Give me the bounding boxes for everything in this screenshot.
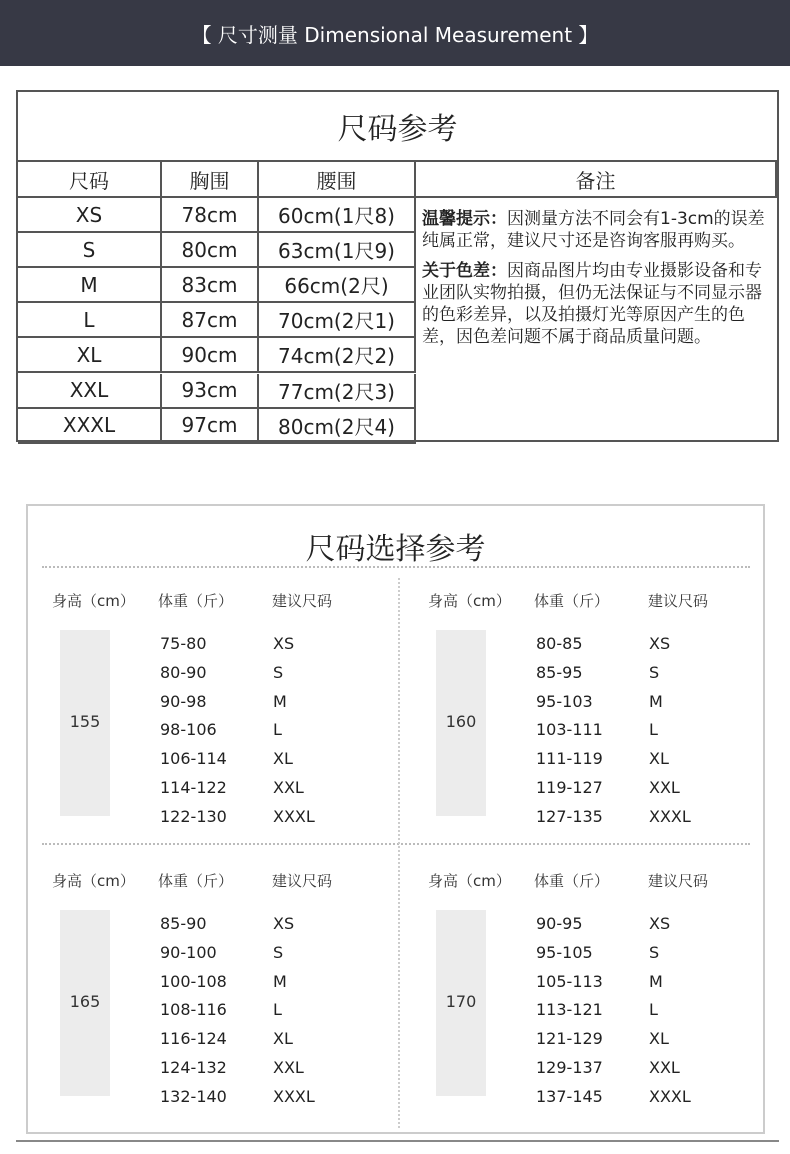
- size-selection-panel: [26, 504, 765, 1134]
- selection-title: 尺码选择参考: [305, 532, 486, 567]
- note-text: 因商品图片均由专业摄影设备和专业团队实物拍摄，但仍无法保证与不同显示器的色彩差异，以及拍摄灯光等原因产生的色差，因色差问题不属于商品质量问题。: [422, 261, 762, 347]
- table-cell: 80cm: [162, 233, 259, 268]
- section-header: [0, 0, 790, 66]
- size-reference-table: [16, 90, 779, 442]
- suggested-size: S: [273, 662, 284, 682]
- notes-cell: [416, 198, 777, 442]
- divider: [16, 1140, 779, 1142]
- weight-range: 111-119: [536, 749, 603, 769]
- table-cell: 80cm(2尺4): [259, 409, 416, 444]
- group-header: 建议尺码: [272, 872, 333, 890]
- divider: [398, 578, 400, 1128]
- weight-range: 116-124: [160, 1029, 227, 1049]
- table-cell: XL: [18, 338, 162, 373]
- weight-range: 113-121: [536, 1000, 603, 1020]
- height-value: 170: [445, 992, 477, 1011]
- suggested-size: XXL: [649, 1058, 680, 1077]
- weight-range: 75-80: [160, 634, 207, 653]
- height-group-155: [28, 590, 388, 860]
- weight-range: 80-90: [160, 662, 207, 682]
- suggested-size: XL: [273, 1029, 293, 1049]
- suggested-size: S: [649, 942, 660, 962]
- suggested-size: XXXL: [273, 806, 315, 826]
- weight-range: 90-95: [536, 914, 583, 933]
- group-header: 身高（cm）: [52, 592, 135, 610]
- weight-range: 119-127: [536, 778, 603, 797]
- table-cell: XXXL: [18, 409, 162, 444]
- group-header: 建议尺码: [648, 592, 709, 610]
- suggested-size: L: [273, 720, 282, 740]
- group-header: 身高（cm）: [428, 872, 511, 890]
- table-cell: XS: [18, 198, 162, 233]
- suggested-size: XS: [273, 914, 295, 933]
- divider: [42, 566, 750, 568]
- weight-range: 103-111: [536, 720, 603, 740]
- note-label: 关于色差：: [422, 261, 507, 281]
- weight-range: 124-132: [160, 1058, 227, 1077]
- note-text: 因测量方法不同会有1-3cm的误差纯属正常，建议尺寸还是咨询客服再购买。: [422, 209, 765, 251]
- height-value: 155: [69, 712, 101, 731]
- suggested-size: M: [649, 691, 663, 711]
- suggested-size: XL: [649, 749, 669, 769]
- suggested-size: XS: [649, 634, 671, 653]
- height-group-170: [404, 870, 764, 1140]
- suggested-size: S: [273, 942, 284, 962]
- height-group-160: [404, 590, 764, 860]
- suggested-size: XL: [649, 1029, 669, 1049]
- table-cell: 93cm: [162, 374, 259, 409]
- table-cell: 60cm(1尺8): [259, 198, 416, 233]
- table-cell: XXL: [18, 374, 162, 409]
- note-color: [422, 260, 771, 348]
- table-cell: 97cm: [162, 409, 259, 444]
- suggested-size: XXL: [273, 778, 304, 797]
- table-cell: 63cm(1尺9): [259, 233, 416, 268]
- note-tip: [422, 208, 771, 252]
- table-cell: 74cm(2尺2): [259, 338, 416, 373]
- weight-range: 95-103: [536, 691, 593, 711]
- table-cell: 70cm(2尺1): [259, 303, 416, 338]
- weight-range: 95-105: [536, 942, 593, 962]
- group-header: 体重（斤）: [158, 592, 234, 610]
- suggested-size: XL: [273, 749, 293, 769]
- group-header: 体重（斤）: [158, 872, 234, 890]
- weight-range: 137-145: [536, 1086, 603, 1106]
- table-title: 尺码参考: [18, 92, 777, 162]
- column-header: 尺码: [18, 162, 162, 198]
- weight-range: 132-140: [160, 1086, 227, 1106]
- suggested-size: M: [273, 691, 287, 711]
- weight-range: 122-130: [160, 806, 227, 826]
- column-header: 备注: [416, 162, 777, 198]
- column-header: 胸围: [162, 162, 259, 198]
- group-header: 体重（斤）: [534, 872, 610, 890]
- suggested-size: M: [273, 971, 287, 991]
- group-header: 建议尺码: [648, 872, 709, 890]
- group-header: 身高（cm）: [428, 592, 511, 610]
- group-header: 建议尺码: [272, 592, 333, 610]
- weight-range: 121-129: [536, 1029, 603, 1049]
- suggested-size: XS: [649, 914, 671, 933]
- suggested-size: S: [649, 662, 660, 682]
- suggested-size: L: [649, 720, 658, 740]
- table-cell: 90cm: [162, 338, 259, 373]
- suggested-size: XXXL: [649, 1086, 691, 1106]
- weight-range: 85-90: [160, 914, 207, 933]
- group-header: 身高（cm）: [52, 872, 135, 890]
- suggested-size: M: [649, 971, 663, 991]
- note-label: 温馨提示：: [422, 209, 507, 229]
- table-cell: 66cm(2尺): [259, 268, 416, 303]
- weight-range: 129-137: [536, 1058, 603, 1077]
- suggested-size: XXL: [649, 778, 680, 797]
- header-title: 【 尺寸测量 Dimensional Measurement 】: [191, 22, 599, 47]
- group-header: 体重（斤）: [534, 592, 610, 610]
- weight-range: 85-95: [536, 662, 583, 682]
- weight-range: 100-108: [160, 971, 227, 991]
- table-cell: L: [18, 303, 162, 338]
- suggested-size: XXXL: [273, 1086, 315, 1106]
- height-value: 160: [445, 712, 477, 731]
- table-cell: S: [18, 233, 162, 268]
- suggested-size: XS: [273, 634, 295, 653]
- suggested-size: L: [649, 1000, 658, 1020]
- height-value: 165: [69, 992, 101, 1011]
- column-header: 腰围: [259, 162, 416, 198]
- suggested-size: XXXL: [649, 806, 691, 826]
- weight-range: 114-122: [160, 778, 227, 797]
- weight-range: 90-98: [160, 691, 207, 711]
- height-group-165: [28, 870, 388, 1140]
- suggested-size: XXL: [273, 1058, 304, 1077]
- weight-range: 90-100: [160, 942, 217, 962]
- table-cell: M: [18, 268, 162, 303]
- weight-range: 80-85: [536, 634, 583, 653]
- table-cell: 77cm(2尺3): [259, 374, 416, 409]
- table-cell: 83cm: [162, 268, 259, 303]
- table-cell: 87cm: [162, 303, 259, 338]
- table-cell: 78cm: [162, 198, 259, 233]
- suggested-size: L: [273, 1000, 282, 1020]
- weight-range: 127-135: [536, 806, 603, 826]
- weight-range: 105-113: [536, 971, 603, 991]
- weight-range: 106-114: [160, 749, 227, 769]
- weight-range: 98-106: [160, 720, 217, 740]
- weight-range: 108-116: [160, 1000, 227, 1020]
